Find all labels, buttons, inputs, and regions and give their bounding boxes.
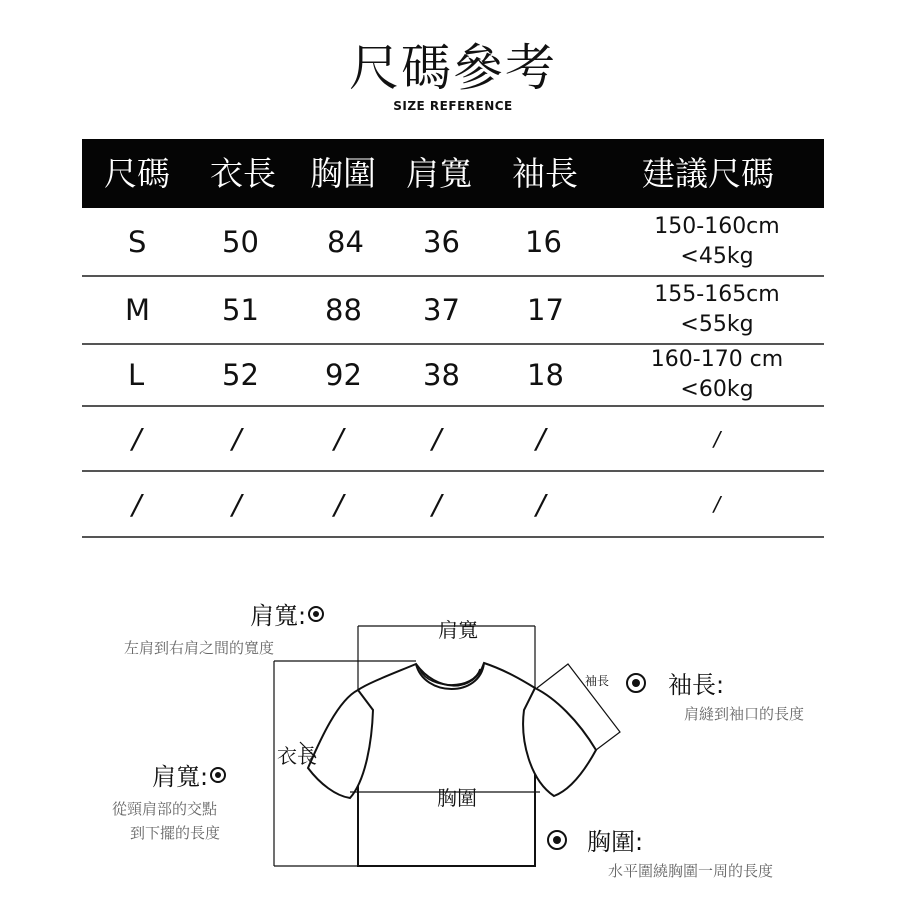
header-size: 尺碼 — [104, 154, 170, 193]
rec-weight: <55kg — [680, 312, 754, 337]
cell-chest: 84 — [327, 224, 364, 259]
sleeve-heading: 袖長: — [624, 665, 724, 700]
header-shoulder: 肩寬 — [406, 154, 472, 193]
rec-height: / — [713, 426, 721, 451]
cell-sleeve: 18 — [527, 358, 564, 392]
cell-shoulder: 38 — [423, 358, 460, 392]
length-desc-1: 從頸肩部的交點 — [112, 800, 218, 818]
header-chest: 胸圍 — [310, 154, 376, 193]
cell-shoulder: 37 — [423, 293, 460, 327]
tshirt-body — [358, 663, 535, 866]
shoulder-tag: 肩寬 — [438, 618, 478, 642]
cell-size: L — [128, 358, 145, 392]
cell-chest: / — [334, 422, 344, 455]
rec-height: 155-165cm — [654, 282, 780, 307]
cell-length: 51 — [222, 293, 259, 327]
cell-chest: 92 — [325, 358, 362, 392]
length-tag: 衣長 — [277, 744, 317, 768]
chest-heading: 胸圍: — [545, 822, 643, 857]
header-length: 衣長 — [210, 154, 276, 193]
bullseye-icon — [308, 606, 324, 622]
cell-size: M — [125, 293, 151, 327]
page-subtitle: SIZE REFERENCE — [393, 99, 513, 113]
shoulder-heading: 肩寬: — [250, 596, 324, 631]
rec-height: / — [713, 492, 721, 516]
rec-weight: <45kg — [680, 243, 754, 269]
cell-size: S — [128, 224, 147, 259]
cell-length: / — [232, 487, 242, 521]
cell-sleeve: / — [536, 422, 546, 455]
cell-shoulder: / — [432, 422, 442, 455]
length-heading: 肩寬: — [152, 757, 226, 792]
chest-desc: 水平圍繞胸圍一周的長度 — [608, 862, 774, 880]
cell-length: 50 — [222, 224, 259, 259]
header-sleeve: 袖長 — [512, 154, 578, 193]
cell-sleeve: 17 — [527, 293, 564, 327]
cell-size: / — [132, 487, 142, 521]
header-recommended: 建議尺碼 — [642, 154, 774, 193]
cell-shoulder: / — [432, 487, 442, 521]
cell-sleeve: / — [536, 487, 546, 521]
cell-shoulder: 36 — [423, 224, 460, 259]
page-title: 尺碼參考 — [349, 39, 557, 97]
chest-tag: 胸圍 — [437, 786, 477, 810]
length-desc-2: 到下擺的長度 — [130, 824, 221, 842]
cell-chest: / — [334, 487, 344, 521]
cell-sleeve: 16 — [525, 224, 562, 259]
bullseye-icon — [547, 830, 567, 850]
sleeve-tag: 袖長 — [585, 674, 610, 688]
rec-height: 160-170 cm — [650, 347, 784, 372]
sleeve-desc: 肩縫到袖口的長度 — [684, 705, 805, 723]
cell-size: / — [132, 422, 142, 455]
cell-length: 52 — [222, 358, 259, 392]
shoulder-desc: 左肩到右肩之間的寬度 — [124, 639, 275, 657]
cell-length: / — [232, 422, 242, 455]
bullseye-icon — [626, 673, 646, 693]
cell-chest: 88 — [325, 293, 362, 327]
bullseye-icon — [210, 767, 226, 783]
rec-height: 150-160cm — [654, 213, 780, 239]
rec-weight: <60kg — [680, 377, 754, 402]
